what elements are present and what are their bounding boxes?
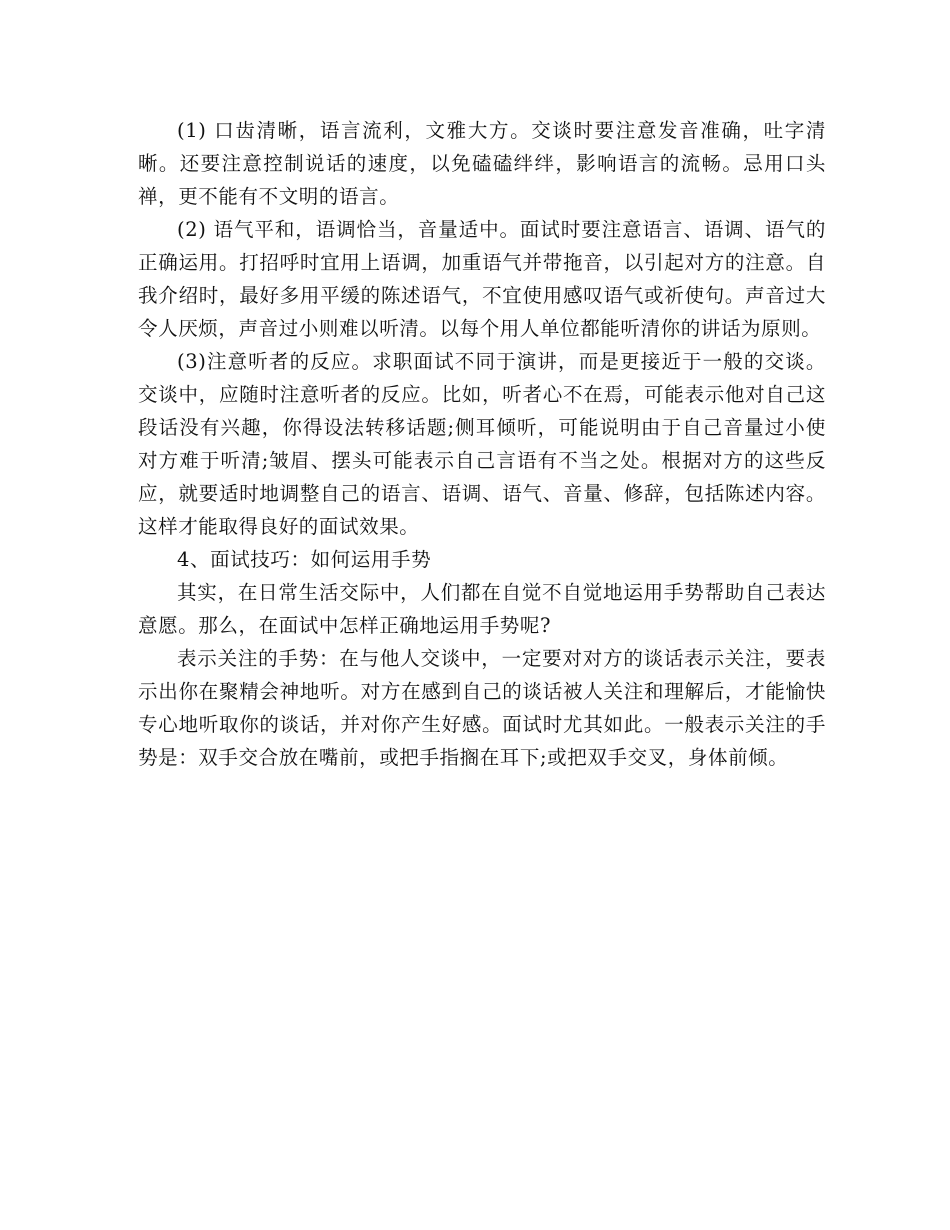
paragraph-clarity: (1) 口齿清晰，语言流利，文雅大方。交谈时要注意发音准确，吐字清晰。还要注意控制说话的速度，以免磕磕绊绊，影响语言的流畅。忌用口头禅，更不能有不文明的语言。 [138,119,826,208]
document-body [138,114,826,774]
paragraph-listener-reaction: (3)注意听者的反应。求职面试不同于演讲，而是更接近于一般的交谈。交谈中，应随时注意听者的反应。比如，听者心不在焉，可能表示他对自己这段话没有兴趣，你得设法转移话题;侧耳倾听，可能说明由于自己音量过小使对方难于听清;皱眉、摆头可能表示自己言语有不当之处。根据对方的这些反应，就要适时地调整自己的语言、语调、语气、音量、修辞，包括陈述内容。这样才能取得良好的面试效果。 [138,350,826,538]
paragraph-attention-gesture: 表示关注的手势：在与他人交谈中，一定要对对方的谈话表示关注，要表示出你在聚精会神地听。对方在感到自己的谈话被人关注和理解后，才能愉快专心地听取你的谈话，并对你产生好感。面试时尤其如此。一般表示关注的手势是：双手交合放在嘴前，或把手指搁在耳下;或把双手交叉，身体前倾。 [138,647,826,769]
section-heading-gestures: 4、面试技巧：如何运用手势 [177,548,432,571]
paragraph-tone: (2) 语气平和，语调恰当，音量适中。面试时要注意语言、语调、语气的正确运用。打招呼时宜用上语调，加重语气并带拖音，以引起对方的注意。自我介绍时，最好多用平缓的陈述语气，不宜使用感叹语气或祈使句。声音过大令人厌烦，声音过小则难以听清。以每个用人单位都能听清你的讲话为原则。 [138,218,826,340]
paragraph-gestures-intro: 其实，在日常生活交际中，人们都在自觉不自觉地运用手势帮助自己表达意愿。那么，在面试中怎样正确地运用手势呢? [138,581,826,637]
